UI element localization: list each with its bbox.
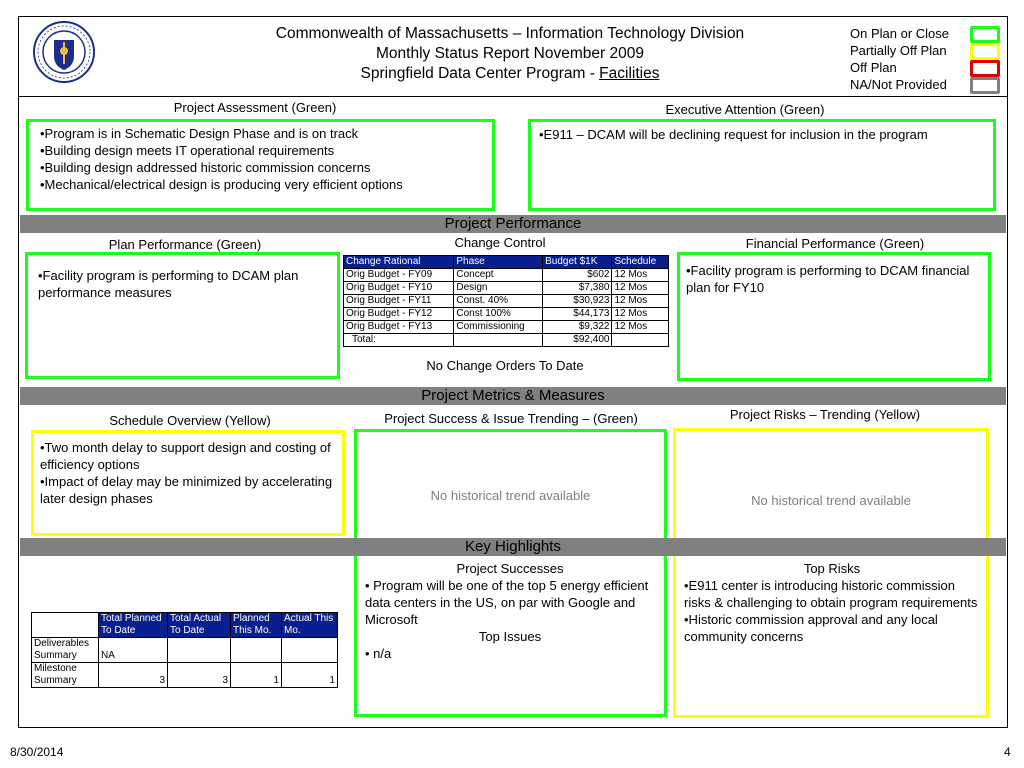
top-issues-text: • n/a <box>365 646 392 661</box>
schedule-overview-box <box>31 430 345 536</box>
cc-cell: Orig Budget - FY13 <box>344 321 454 334</box>
cc-cell: $7,380 <box>543 282 612 295</box>
state-seal-icon <box>32 20 96 84</box>
project-successes-text: • Program will be one of the top 5 energy efficient data centers in the US, on par with Google and Microsoft <box>365 578 649 627</box>
table-row <box>32 638 338 663</box>
cc-cell: Const 100% <box>454 308 543 321</box>
schedule-overview-title: Schedule Overview (Yellow) <box>109 413 271 428</box>
cc-cell: Orig Budget - FY12 <box>344 308 454 321</box>
ms-header: Total Actual To Date <box>168 613 231 638</box>
key-highlights-bar: Key Highlights <box>20 538 1006 556</box>
cc-cell: $44,173 <box>543 308 612 321</box>
executive-bullet: •E911 – DCAM will be declining request for inclusion in the program <box>539 127 928 142</box>
success-trending-title: Project Success & Issue Trending – (Green) <box>384 411 638 426</box>
schedule-bullet: •Two month delay to support design and costing of efficiency options <box>40 440 331 472</box>
header-divider <box>18 96 1008 97</box>
title-line-3-prefix: Springfield Data Center Program - <box>360 65 600 82</box>
assessment-bullet: •Mechanical/electrical design is producing very efficient options <box>40 177 403 192</box>
top-risks-title: Top Risks <box>803 561 861 576</box>
plan-performance-box: •Facility program is performing to DCAM plan performance measures <box>25 252 340 379</box>
top-risks-bullet: •Historic commission approval and any local community concerns <box>684 612 938 644</box>
executive-title: Executive Attention (Green) <box>665 102 825 117</box>
cc-header: Budget $1K <box>543 256 612 269</box>
assessment-bullet: •Program is in Schematic Design Phase and is on track <box>40 126 359 141</box>
cc-cell: 12 Mos <box>612 308 669 321</box>
cc-cell: $602 <box>543 269 612 282</box>
executive-box <box>528 119 996 211</box>
cc-cell: Orig Budget - FY10 <box>344 282 454 295</box>
ms-header: Total Planned To Date <box>99 613 168 638</box>
top-risks-section <box>684 560 980 645</box>
cc-cell: Concept <box>454 269 543 282</box>
legend-swatch-red <box>970 60 1000 77</box>
footer-page-number: 4 <box>1004 745 1011 759</box>
project-successes-title: Project Successes <box>456 561 564 576</box>
table-row <box>344 282 669 295</box>
legend-off-plan-label: Off Plan <box>850 60 897 75</box>
cc-header: Schedule <box>612 256 669 269</box>
table-row <box>344 321 669 334</box>
legend-na-label: NA/Not Provided <box>850 77 947 92</box>
ms-header: Actual This Mo. <box>282 613 338 638</box>
ms-cell <box>231 638 282 663</box>
cc-cell <box>612 334 669 347</box>
assessment-title: Project Assessment (Green) <box>173 100 337 115</box>
table-row <box>344 334 669 347</box>
financial-performance-box: •Facility program is performing to DCAM financial plan for FY10 <box>677 252 991 381</box>
cc-header: Change Rational <box>344 256 454 269</box>
ms-header: Planned This Mo. <box>231 613 282 638</box>
cc-cell: 12 Mos <box>612 295 669 308</box>
table-row <box>344 308 669 321</box>
change-control-table <box>343 255 669 347</box>
cc-cell: 12 Mos <box>612 321 669 334</box>
assessment-bullet: •Building design meets IT operational requirements <box>40 143 335 158</box>
legend-swatch-gray <box>970 77 1000 94</box>
ms-cell: 3 <box>99 663 168 688</box>
ms-cell: 1 <box>231 663 282 688</box>
milestone-table <box>31 612 338 688</box>
schedule-bullet: •Impact of delay may be minimized by accelerating later design phases <box>40 474 333 506</box>
plan-performance-title: Plan Performance (Green) <box>108 237 262 252</box>
report-title <box>230 24 790 84</box>
cc-cell: Commissioning <box>454 321 543 334</box>
cc-header: Phase <box>454 256 543 269</box>
legend-swatch-green <box>970 26 1000 43</box>
cc-cell: $30,923 <box>543 295 612 308</box>
ms-cell: 1 <box>282 663 338 688</box>
title-line-1: Commonwealth of Massachusetts – Information Technology Division <box>275 25 745 42</box>
ms-cell: 3 <box>168 663 231 688</box>
financial-performance-title: Financial Performance (Green) <box>745 236 925 251</box>
cc-cell: Orig Budget - FY11 <box>344 295 454 308</box>
table-row <box>344 295 669 308</box>
cc-cell: Orig Budget - FY09 <box>344 269 454 282</box>
ms-cell: Milestone Summary <box>32 663 99 688</box>
legend-swatch-yellow <box>970 43 1000 60</box>
cc-cell: Total: <box>344 334 454 347</box>
cc-cell <box>454 334 543 347</box>
risks-trending-text: No historical trend available <box>751 493 911 508</box>
ms-cell <box>168 638 231 663</box>
change-control-title: Change Control <box>454 235 546 250</box>
ms-cell: Deliverables Summary <box>32 638 99 663</box>
risks-trending-title: Project Risks – Trending (Yellow) <box>729 407 921 422</box>
footer-date: 8/30/2014 <box>10 745 64 759</box>
ms-cell: NA <box>99 638 168 663</box>
cc-cell: Design <box>454 282 543 295</box>
project-metrics-bar: Project Metrics & Measures <box>20 387 1006 405</box>
status-legend <box>850 25 949 93</box>
cc-cell: Const. 40% <box>454 295 543 308</box>
facilities-link[interactable]: Facilities <box>599 65 660 82</box>
change-note: No Change Orders To Date <box>426 358 584 373</box>
success-trending-text: No historical trend available <box>430 488 591 503</box>
assessment-box <box>26 119 495 211</box>
title-line-2: Monthly Status Report November 2009 <box>376 45 644 62</box>
ms-header-blank <box>32 613 99 638</box>
top-risks-bullet: •E911 center is introducing historic commission risks & challenging to obtain program requirements <box>684 578 978 610</box>
legend-partial-label: Partially Off Plan <box>850 43 947 58</box>
project-performance-bar: Project Performance <box>20 215 1006 233</box>
assessment-bullet: •Building design addressed historic commission concerns <box>40 160 371 175</box>
cc-cell: 12 Mos <box>612 269 669 282</box>
legend-on-plan-label: On Plan or Close <box>850 26 949 41</box>
table-row <box>344 269 669 282</box>
ms-cell <box>282 638 338 663</box>
top-issues-title: Top Issues <box>478 629 542 644</box>
cc-cell: 12 Mos <box>612 282 669 295</box>
cc-cell: $9,322 <box>543 321 612 334</box>
cc-cell: $92,400 <box>543 334 612 347</box>
project-successes-section <box>365 560 655 662</box>
title-line-3 <box>230 64 790 84</box>
table-row <box>32 663 338 688</box>
